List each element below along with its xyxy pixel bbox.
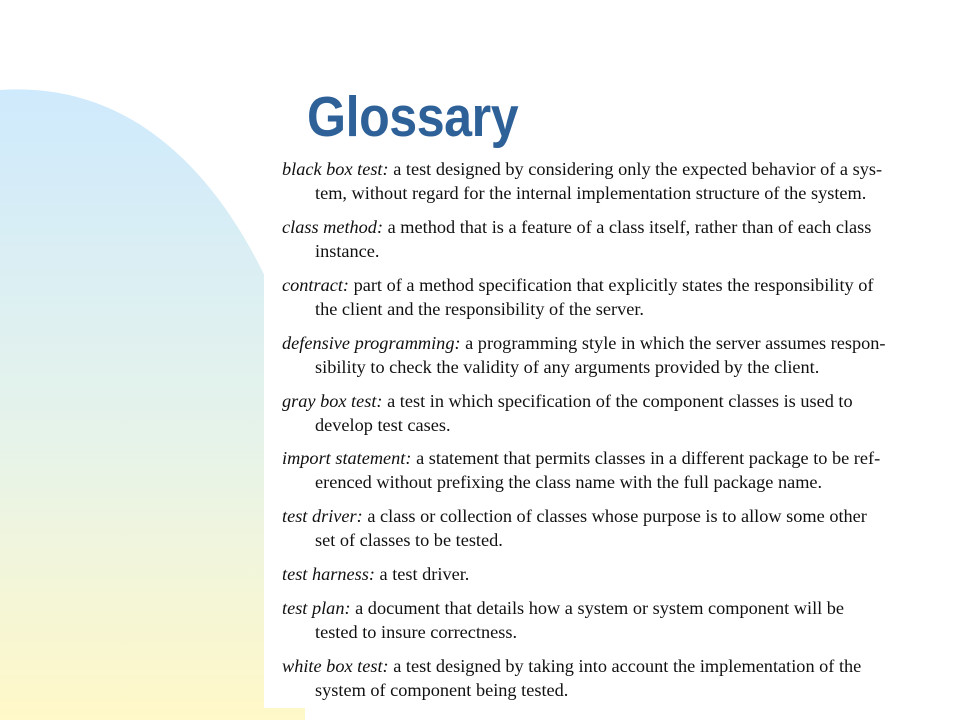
glossary-definition-continued: sibility to check the validity of any arguments provided by the client. (315, 356, 820, 377)
glossary-definition: a class or collection of classes whose purpose is to allow some other (367, 506, 867, 526)
glossary-term: import statement: (282, 448, 412, 468)
glossary-term: test harness: (282, 564, 375, 584)
glossary-entry-test-driver (282, 505, 932, 552)
glossary-definition-continued: erenced without prefixing the class name with the full package name. (315, 471, 823, 492)
glossary-term: test plan: (282, 598, 351, 618)
glossary-entry-white-box-test (282, 655, 932, 702)
glossary-term: class method: (282, 217, 384, 237)
glossary-entry-test-plan (282, 597, 932, 644)
glossary-entry-test-harness (282, 563, 932, 587)
glossary-definition-continued: set of classes to be tested. (315, 529, 503, 550)
glossary-entry-import-statement (282, 447, 932, 494)
glossary-term: contract: (282, 275, 350, 295)
glossary-definition: part of a method specification that explicitly states the responsibility of (353, 275, 874, 295)
glossary-definition: a document that details how a system or system component will be (355, 598, 845, 618)
glossary-definition-continued: tested to insure correctness. (315, 621, 518, 642)
glossary-term: gray box test: (282, 391, 383, 411)
glossary-list (264, 153, 942, 708)
slide-title: Glossary (307, 85, 519, 149)
glossary-definition: a test in which specification of the component classes is used to (387, 391, 853, 411)
glossary-entry-contract (282, 274, 932, 321)
glossary-entry-black-box-test (282, 158, 932, 205)
glossary-definition: a test designed by considering only the expected behavior of a sys- (393, 159, 883, 179)
glossary-entry-gray-box-test (282, 390, 932, 437)
glossary-term: white box test: (282, 656, 389, 676)
glossary-definition-continued: tem, without regard for the internal implementation structure of the system. (315, 182, 867, 203)
glossary-term: black box test: (282, 159, 389, 179)
glossary-definition: a method that is a feature of a class itself, rather than of each class (387, 217, 872, 237)
glossary-definition-continued: instance. (315, 240, 380, 261)
glossary-term: test driver: (282, 506, 363, 526)
glossary-definition: a programming style in which the server assumes respon- (465, 333, 886, 353)
glossary-definition: a test driver. (379, 564, 470, 584)
glossary-definition: a statement that permits classes in a different package to be ref- (416, 448, 881, 468)
glossary-definition-continued: the client and the responsibility of the server. (315, 298, 644, 319)
glossary-entry-class-method (282, 216, 932, 263)
glossary-entry-defensive-programming (282, 332, 932, 379)
glossary-definition-continued: develop test cases. (315, 414, 451, 435)
glossary-term: defensive programming: (282, 333, 461, 353)
glossary-definition-continued: system of component being tested. (315, 679, 569, 700)
glossary-definition: a test designed by taking into account the implementation of the (393, 656, 862, 676)
